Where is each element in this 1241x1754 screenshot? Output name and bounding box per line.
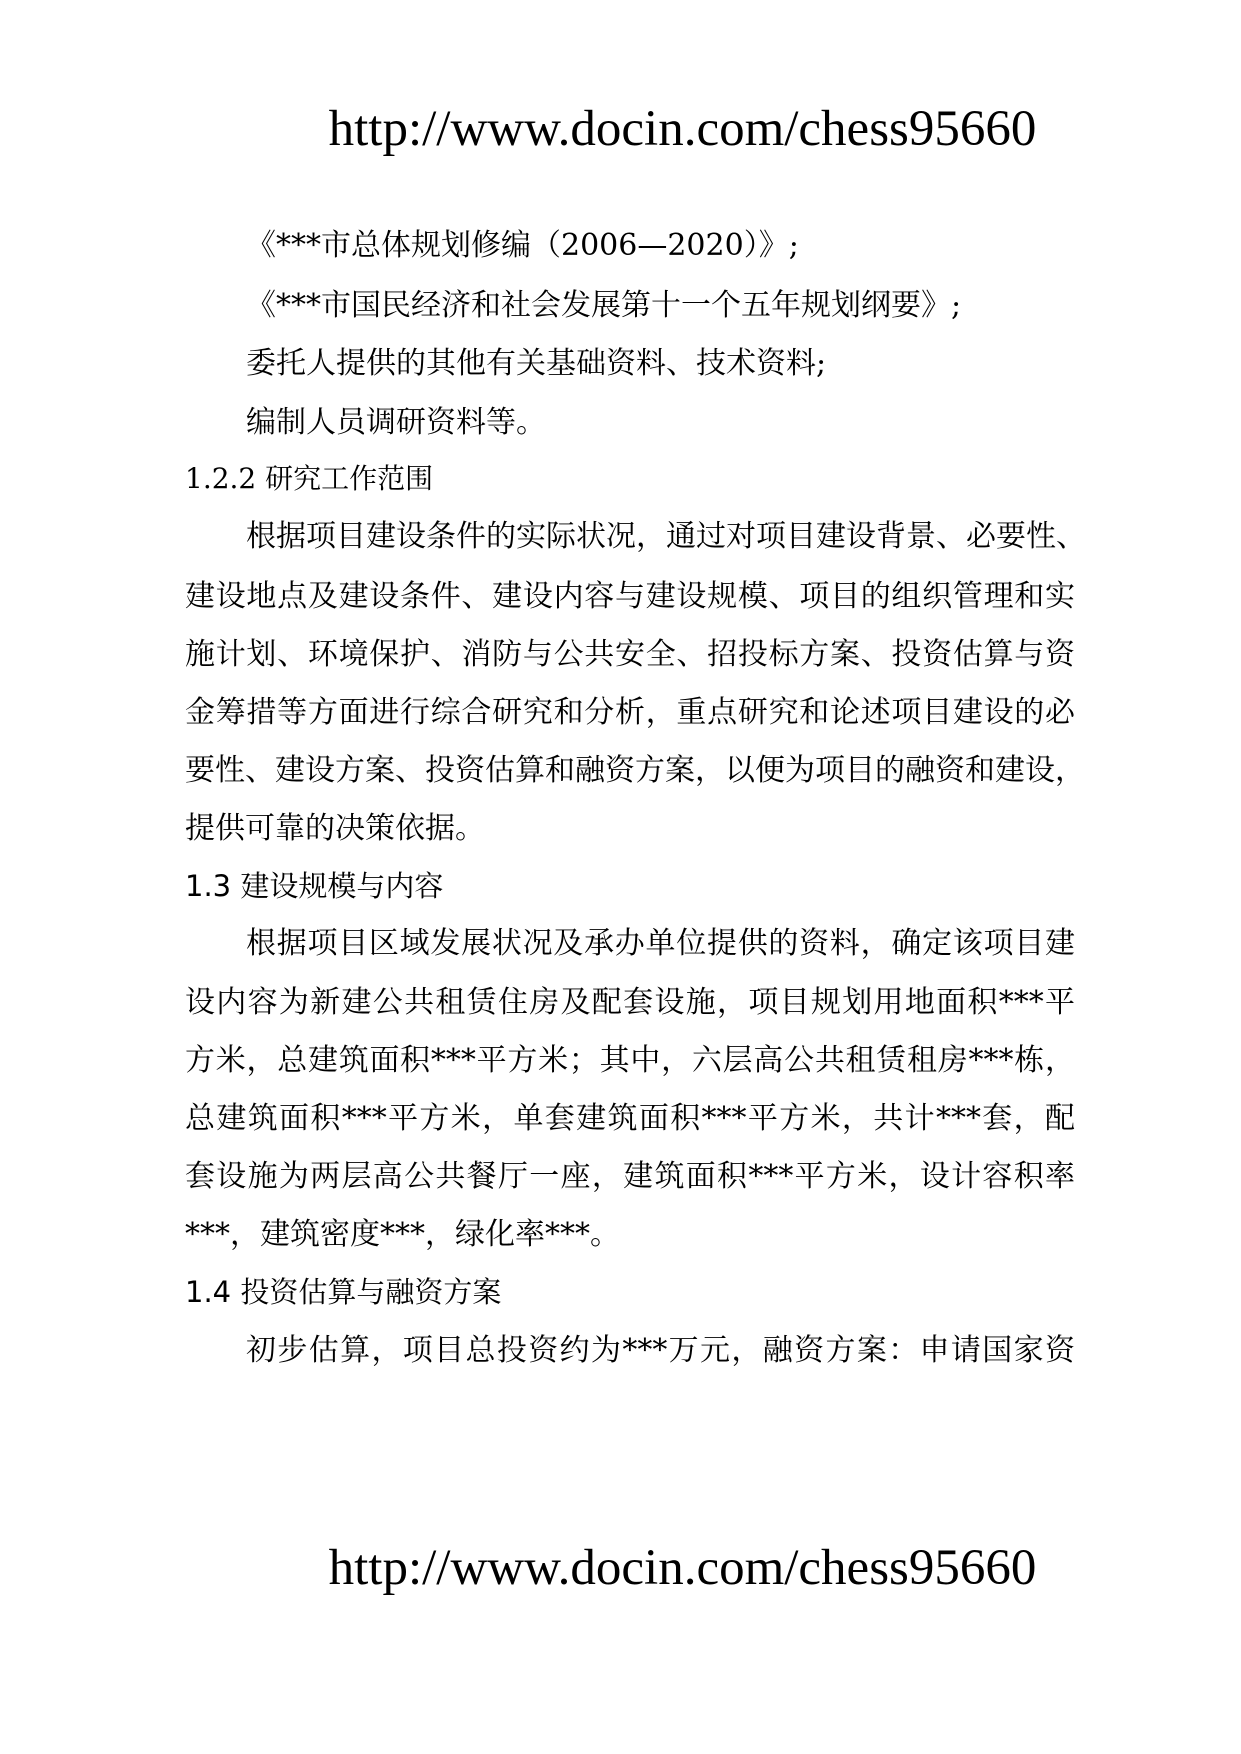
section-heading-1-4: 1.4 投资估算与融资方案 (185, 1275, 502, 1309)
section-heading-1-3: 1.3 建设规模与内容 (185, 869, 444, 903)
reference-item: 《***市国民经济和社会发展第十一个五年规划纲要》; (246, 288, 962, 323)
paragraph-line: 金筹措等方面进行综合研究和分析，重点研究和论述项目建设的必 (185, 695, 1075, 730)
paragraph-line: 要性、建设方案、投资估算和融资方案，以便为项目的融资和建设， (185, 753, 1085, 788)
paragraph-line: 施计划、环境保护、消防与公共安全、招投标方案、投资估算与资 (185, 637, 1075, 672)
paragraph-line: 建设地点及建设条件、建设内容与建设规模、项目的组织管理和实 (185, 579, 1075, 614)
paragraph-line: ***，建筑密度***，绿化率***。 (185, 1217, 620, 1252)
paragraph-line: 根据项目建设条件的实际状况，通过对项目建设背景、必要性、 (246, 519, 1086, 554)
reference-item: 《***市总体规划修编（2006—2020）》; (246, 228, 799, 263)
reference-item: 委托人提供的其他有关基础资料、技术资料; (246, 346, 827, 381)
section-heading-1-2-2: 1.2.2 研究工作范围 (185, 462, 434, 495)
paragraph-line: 方米，总建筑面积***平方米；其中，六层高公共租赁租房***栋， (185, 1043, 1075, 1078)
paragraph-line: 设内容为新建公共租赁住房及配套设施，项目规划用地面积***平 (185, 985, 1075, 1020)
paragraph-line: 初步估算，项目总投资约为***万元，融资方案：申请国家资 (246, 1333, 1075, 1368)
paragraph-line: 总建筑面积***平方米，单套建筑面积***平方米，共计***套，配 (185, 1101, 1075, 1136)
paragraph-line: 根据项目区域发展状况及承办单位提供的资料，确定该项目建 (246, 926, 1075, 961)
paragraph-line: 套设施为两层高公共餐厅一座，建筑面积***平方米，设计容积率 (185, 1159, 1075, 1194)
watermark-url-bottom: http://www.docin.com/chess95660 (328, 1540, 1037, 1596)
watermark-url-top: http://www.docin.com/chess95660 (328, 101, 1037, 157)
paragraph-line: 提供可靠的决策依据。 (185, 811, 485, 846)
reference-item: 编制人员调研资料等。 (246, 405, 546, 440)
